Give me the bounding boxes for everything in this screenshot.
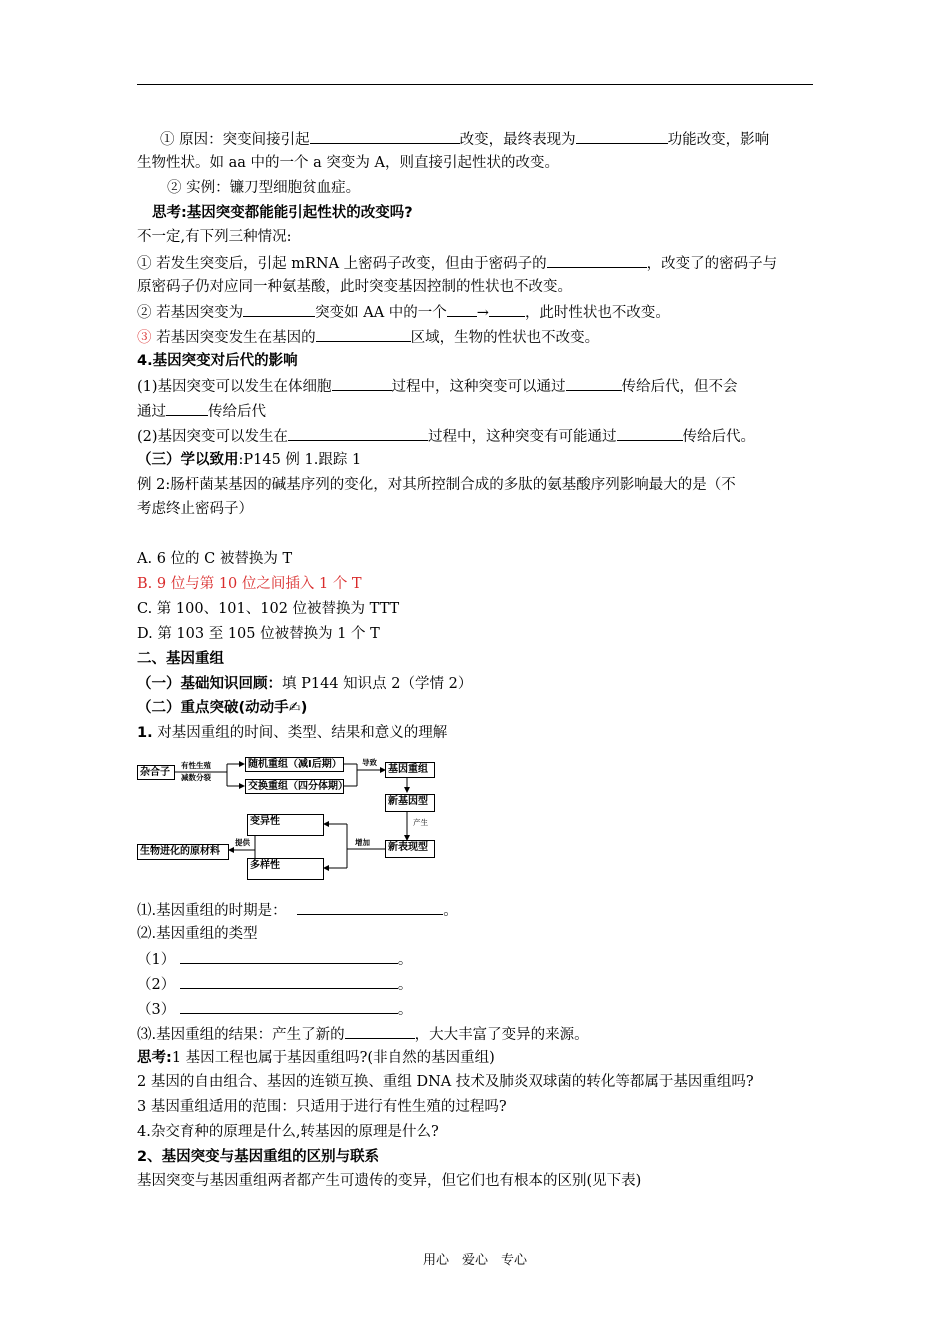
text-line: 生物性状。如 aa 中的一个 a 突变为 A，则直接引起性状的改变。 (137, 155, 559, 171)
text-line: (1)基因突变可以发生在体细胞 过程中，这种突变可以通过 传给后代，但不会 (137, 375, 827, 397)
box-new-genotype: 新基因型 (385, 794, 435, 812)
label-increase: 增加 (355, 838, 370, 847)
fill-blank[interactable] (180, 998, 398, 1014)
header-rule (137, 84, 813, 85)
label-produce: 产生 (413, 818, 428, 827)
box-variability: 变异性 (247, 814, 324, 836)
box-diversity: 多样性 (247, 858, 324, 880)
fill-blank[interactable] (243, 301, 315, 317)
label-leads-to: 导致 (362, 758, 377, 767)
fill-blank[interactable] (180, 973, 398, 989)
label-meiosis: 减数分裂 (181, 773, 211, 782)
text-line: 通过 传给后代 (137, 400, 827, 422)
fill-blank[interactable] (310, 128, 460, 144)
fill-blank[interactable] (489, 301, 525, 317)
text-line: 思考:1 基因工程也属于基因重组吗?(非自然的基因重组) (137, 1050, 495, 1066)
text-line: 1. 对基因重组的时间、类型、结果和意义的理解 (137, 725, 448, 741)
fill-blank[interactable] (316, 326, 411, 342)
text-line: ⑵.基因重组的类型 (137, 926, 258, 942)
text-line: 例 2:肠杆菌某基因的碱基序列的变化，对其所控制合成的多肽的氨基酸序列影响最大的是（不 (137, 477, 736, 493)
option-c: C. 第 100、101、102 位被替换为 TTT (137, 601, 400, 617)
fill-blank[interactable] (576, 128, 668, 144)
text-line: （1） 。 (137, 948, 827, 970)
box-new-phenotype: 新表现型 (385, 840, 435, 858)
fill-blank[interactable] (297, 899, 443, 915)
box-crossover-recombination: 交换重组（四分体期） (245, 779, 344, 794)
page-footer: 用心 爱心 专心 (422, 1253, 527, 1268)
recombination-diagram (137, 756, 447, 886)
fill-blank[interactable] (617, 425, 683, 441)
box-zahezi: 杂合子 (137, 765, 175, 780)
box-gene-recombination: 基因重组 (385, 762, 435, 778)
section-heading: 2、基因突变与基因重组的区别与联系 (137, 1149, 380, 1165)
label-provide: 提供 (235, 838, 250, 847)
text-line: （一）基础知识回顾：填 P144 知识点 2（学情 2） (137, 676, 473, 692)
text-line: ① 原因：突变间接引起 改变，最终表现为 功能改变，影响 (160, 128, 850, 150)
fill-blank[interactable] (447, 301, 477, 317)
text-line: （3） 。 (137, 998, 827, 1020)
text-line: 3 基因重组适用的范围：只适用于进行有性生殖的过程吗? (137, 1099, 507, 1115)
thinking-heading: 思考:基因突变都能能引起性状的改变吗? (152, 205, 413, 221)
text-line: ② 若基因突变为 突变如 AA 中的一个 → ，此时性状也不改变。 (137, 301, 827, 323)
subsection-heading: （二）重点突破(动动手✍) (137, 700, 308, 716)
fill-blank[interactable] (345, 1023, 415, 1039)
fill-blank[interactable] (566, 375, 622, 391)
fill-blank[interactable] (332, 375, 392, 391)
text-line: 基因突变与基因重组两者都产生可遗传的变异，但它们也有根本的区别(见下表) (137, 1173, 642, 1189)
text-line: 4.杂交育种的原理是什么,转基因的原理是什么? (137, 1124, 439, 1140)
section-heading: 4.基因突变对后代的影响 (137, 353, 298, 369)
text-line: 考虑终止密码子） (137, 501, 253, 517)
section-heading: 二、基因重组 (137, 651, 224, 667)
text-line: 2 基因的自由组合、基因的连锁互换、重组 DNA 技术及肺炎双球菌的转化等都属于基因重组吗? (137, 1074, 754, 1090)
text-line: (2)基因突变可以发生在 过程中，这种突变有可能通过 传给后代。 (137, 425, 827, 447)
text-line: 不一定,有下列三种情况: (137, 229, 292, 245)
text-line: （三）学以致用:P145 例 1.跟踪 1 (137, 452, 362, 468)
option-a: A. 6 位的 C 被替换为 T (137, 551, 293, 567)
text-line: ③ 若基因突变发生在基因的 区域，生物的性状也不改变。 (137, 326, 827, 348)
text-line: 原密码子仍对应同一种氨基酸，此时突变基因控制的性状也不改变。 (137, 279, 572, 295)
box-random-recombination: 随机重组（减Ⅰ后期） (245, 757, 344, 772)
fill-blank[interactable] (547, 252, 647, 268)
option-d: D. 第 103 至 105 位被替换为 1 个 T (137, 626, 380, 642)
option-b: B. 9 位与第 10 位之间插入 1 个 T (137, 576, 362, 592)
text-line: （2） 。 (137, 973, 827, 995)
fill-blank[interactable] (166, 400, 208, 416)
text-line: ⑴.基因重组的时期是： 。 (137, 899, 827, 921)
fill-blank[interactable] (180, 948, 398, 964)
text-line: ② 实例：镰刀型细胞贫血症。 (167, 180, 361, 196)
text-line: ⑶.基因重组的结果：产生了新的 ，大大丰富了变异的来源。 (137, 1023, 827, 1045)
box-evolution-material: 生物进化的原材料 (137, 844, 229, 860)
label-sexual-reproduction: 有性生殖 (181, 761, 211, 770)
fill-blank[interactable] (288, 425, 428, 441)
text-line: ① 若发生突变后，引起 mRNA 上密码子改变，但由于密码子的 ，改变了的密码子与 (137, 252, 827, 274)
